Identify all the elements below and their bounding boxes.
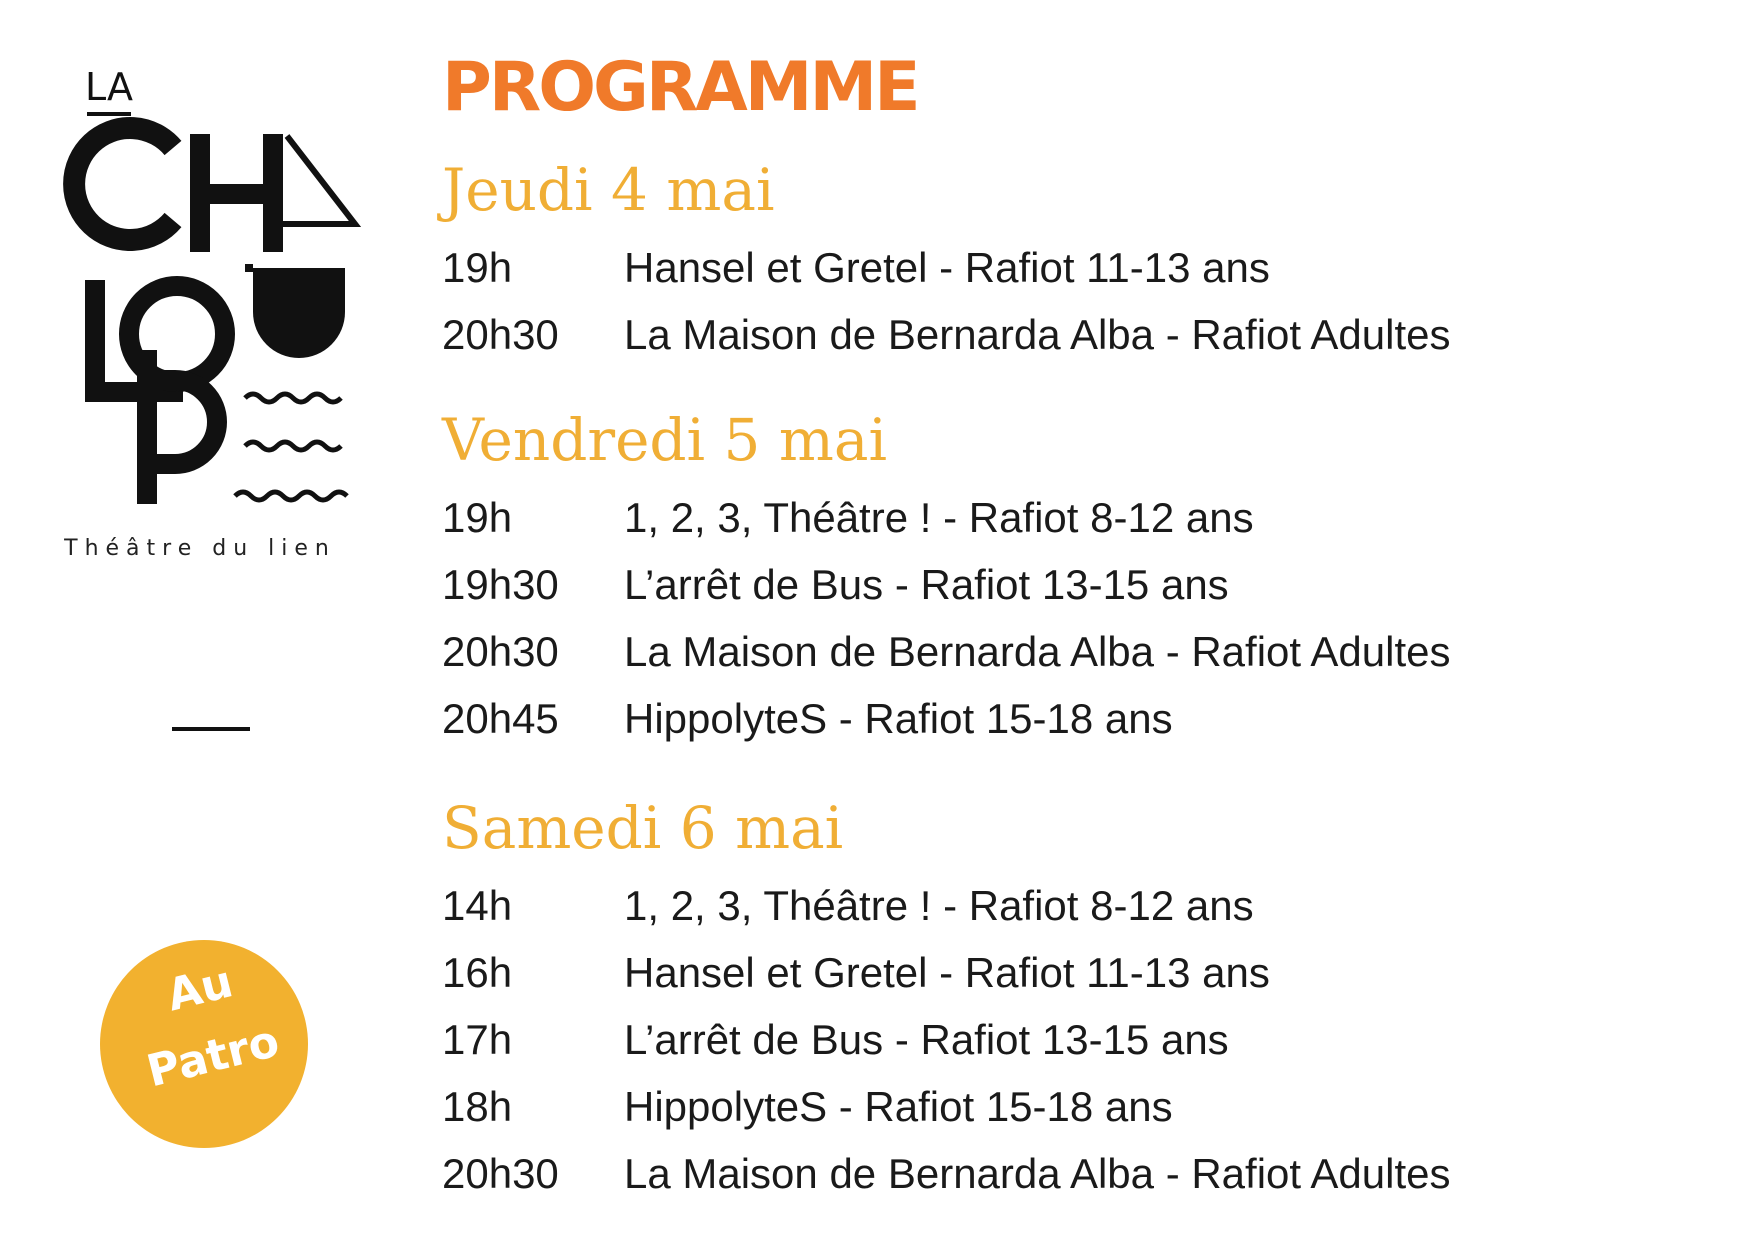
event-time: 20h45 (442, 694, 559, 742)
event-time: 14h (442, 881, 513, 929)
la-chaloupe-logo (55, 60, 375, 580)
badge-line-2: Patro (142, 1015, 285, 1098)
day-section (442, 792, 1732, 1207)
logo-tagline: Théâtre du lien (64, 536, 336, 561)
event-time: 20h30 (442, 627, 559, 675)
event-title: 1, 2, 3, Théâtre ! - Rafiot 8-12 ans (624, 881, 1254, 929)
event-title: Hansel et Gretel - Rafiot 11-13 ans (624, 948, 1270, 996)
event-title: La Maison de Bernarda Alba - Rafiot Adultes (624, 310, 1451, 358)
event-row (442, 234, 1732, 301)
event-row (442, 939, 1732, 1006)
day-heading: Jeudi 4 mai (442, 156, 775, 224)
event-row (442, 551, 1732, 618)
event-time: 20h30 (442, 1149, 559, 1197)
logo-graphic (55, 60, 375, 580)
day-section (442, 404, 1732, 752)
event-row (442, 301, 1732, 368)
event-row (442, 1140, 1732, 1207)
event-row (442, 872, 1732, 939)
event-title: Hansel et Gretel - Rafiot 11-13 ans (624, 243, 1270, 291)
day-section (442, 154, 1732, 368)
day-heading: Vendredi 5 mai (442, 406, 887, 474)
event-time: 17h (442, 1015, 513, 1063)
venue-badge (100, 940, 308, 1148)
programme (442, 48, 1732, 1243)
event-time: 18h (442, 1082, 513, 1130)
event-row (442, 685, 1732, 752)
event-title: La Maison de Bernarda Alba - Rafiot Adultes (624, 627, 1451, 675)
event-title: 1, 2, 3, Théâtre ! - Rafiot 8-12 ans (624, 493, 1254, 541)
event-row (442, 1006, 1732, 1073)
badge-line-1: Au (162, 956, 238, 1022)
event-row (442, 484, 1732, 551)
event-time: 20h30 (442, 310, 559, 358)
event-time: 19h (442, 493, 513, 541)
divider (172, 727, 250, 731)
event-time: 16h (442, 948, 513, 996)
event-title: La Maison de Bernarda Alba - Rafiot Adultes (624, 1149, 1451, 1197)
day-heading: Samedi 6 mai (442, 794, 844, 862)
event-title: L’arrêt de Bus - Rafiot 13-15 ans (624, 560, 1229, 608)
programme-title: PROGRAMME (442, 48, 918, 127)
event-row (442, 618, 1732, 685)
event-row (442, 1073, 1732, 1140)
event-time: 19h (442, 243, 513, 291)
event-time: 19h30 (442, 560, 559, 608)
event-title: L’arrêt de Bus - Rafiot 13-15 ans (624, 1015, 1229, 1063)
svg-text:LA: LA (85, 65, 134, 109)
event-title: HippolyteS - Rafiot 15-18 ans (624, 1082, 1173, 1130)
event-title: HippolyteS - Rafiot 15-18 ans (624, 694, 1173, 742)
